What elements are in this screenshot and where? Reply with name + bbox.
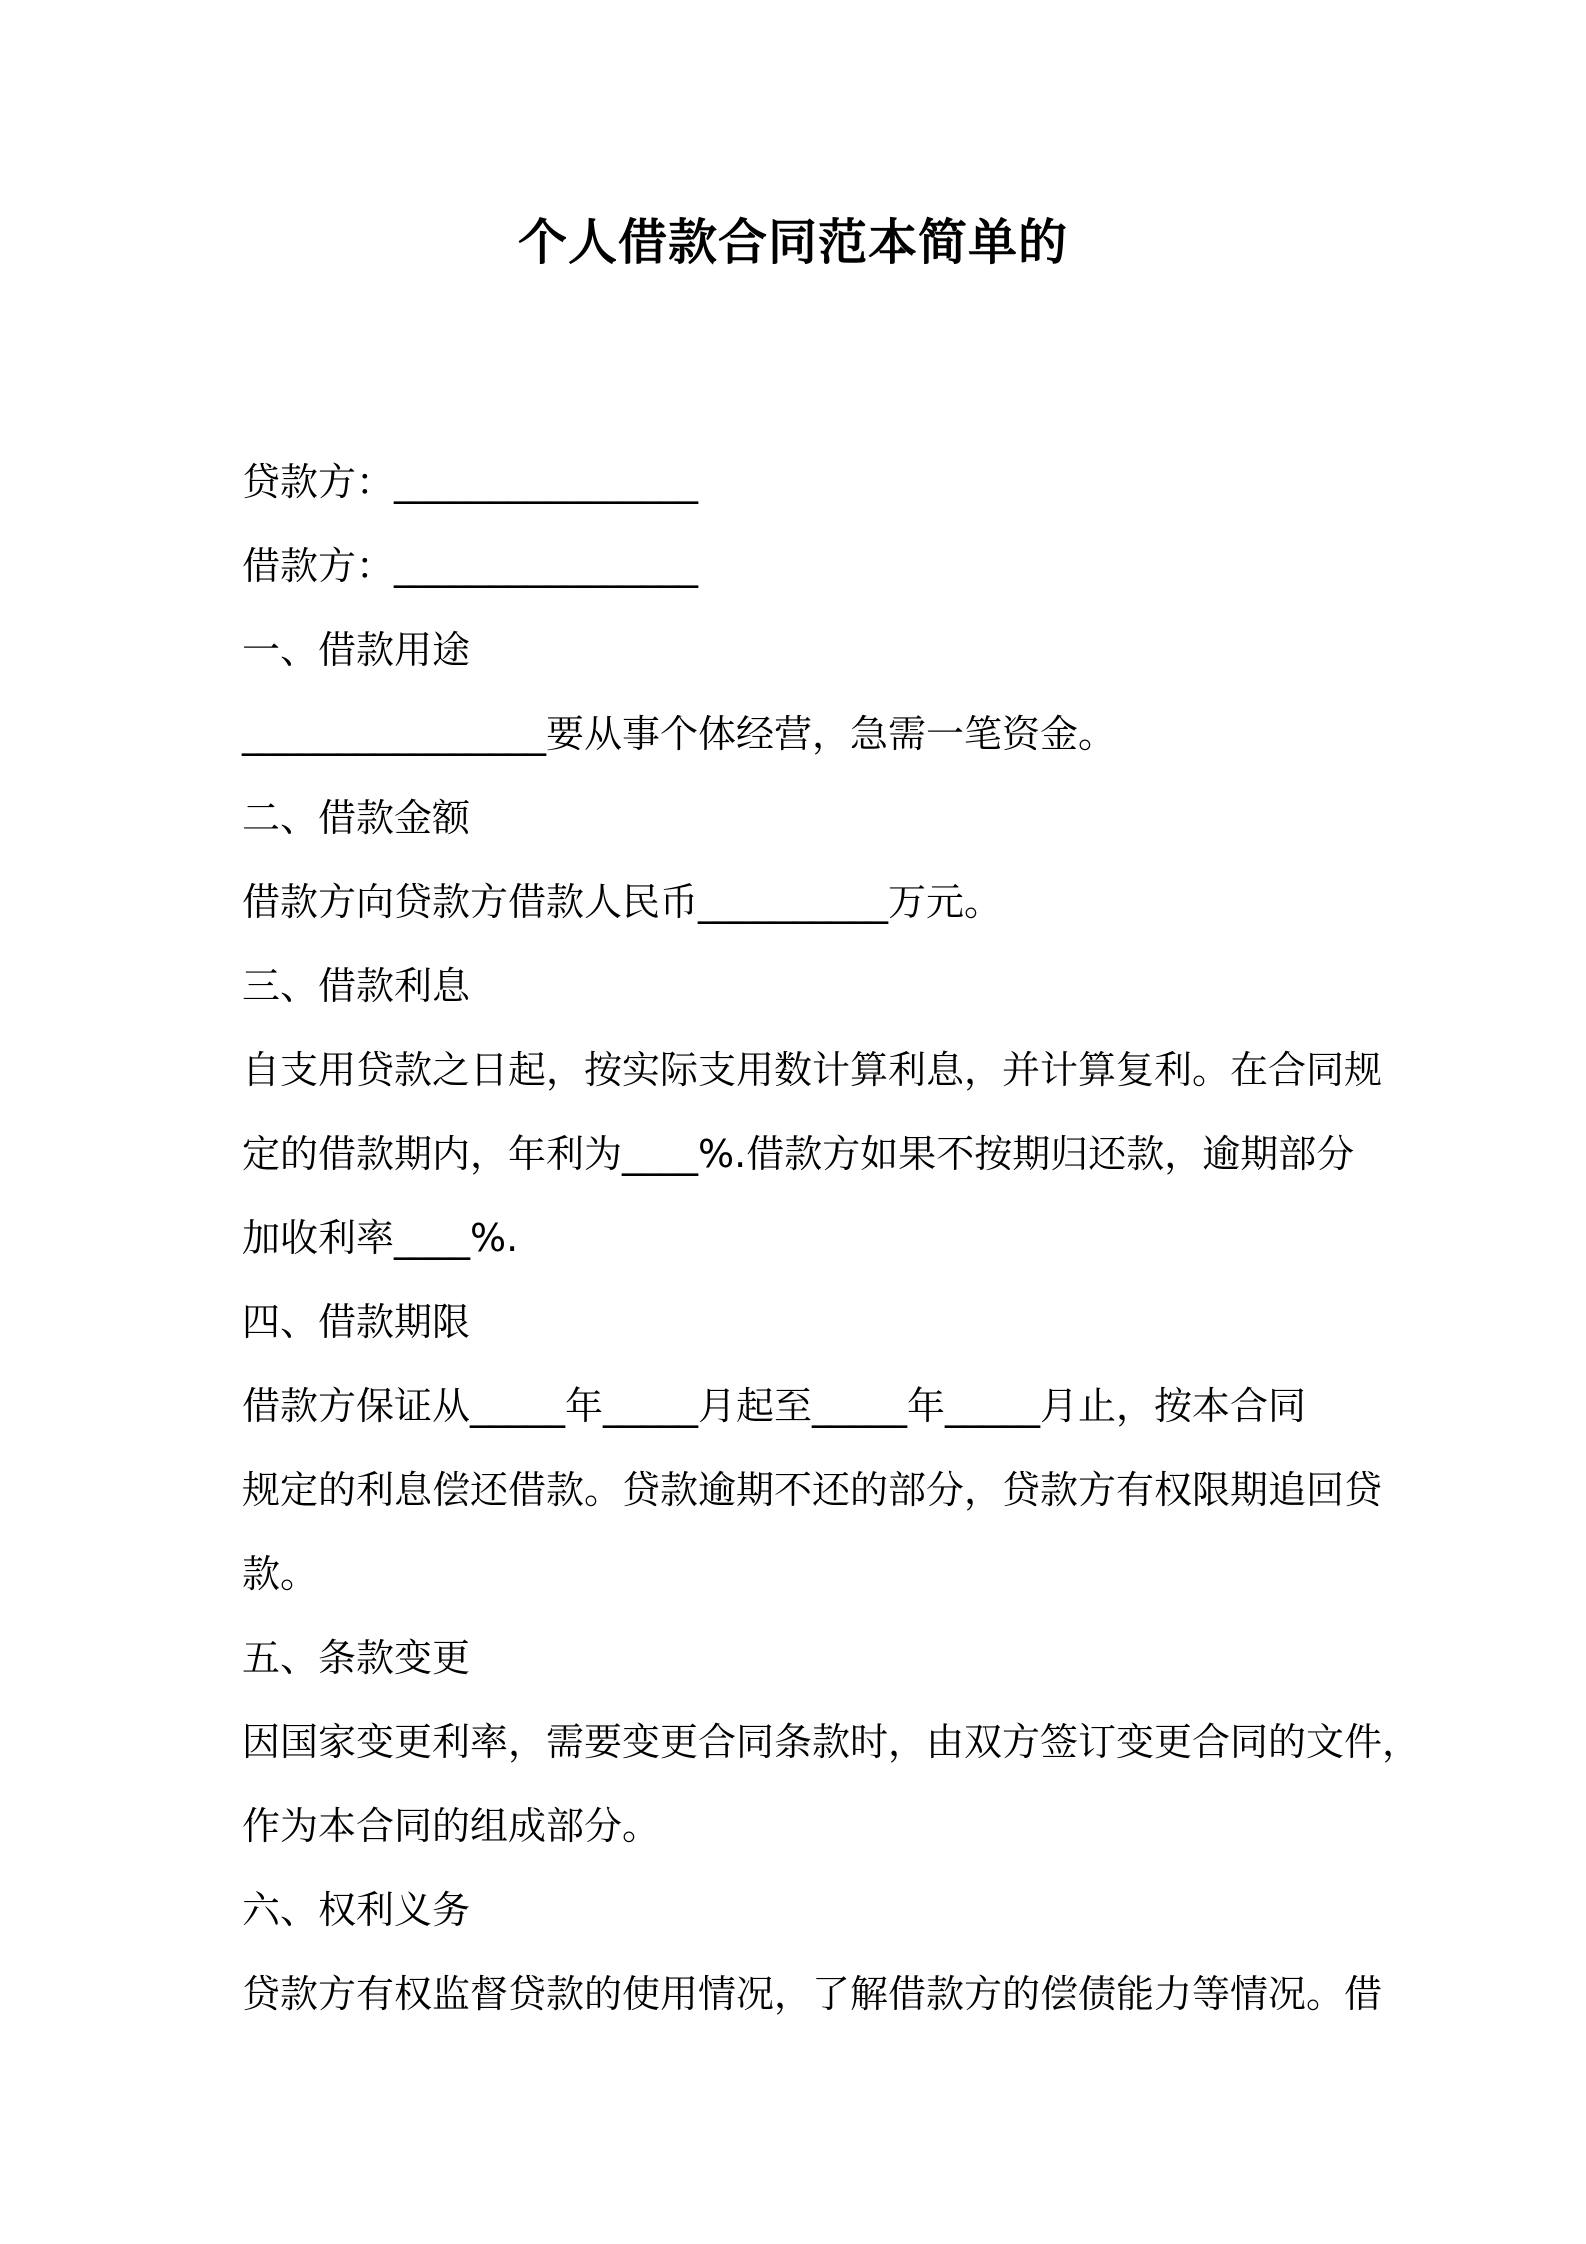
section-heading-interest: 三、借款利息 bbox=[242, 964, 471, 1008]
section-heading-changes: 五、条款变更 bbox=[242, 1636, 471, 1680]
document-body bbox=[242, 440, 1421, 2036]
section-heading-amount: 二、借款金额 bbox=[242, 796, 471, 840]
paragraph-line: 自支用贷款之日起，按实际支用数计算利息，并计算复利。在合同规 bbox=[242, 1048, 1383, 1092]
paragraph-line: ________________要从事个体经营，急需一笔资金。 bbox=[242, 712, 1117, 756]
paragraph-line: 规定的利息偿还借款。贷款逾期不还的部分，贷款方有权限期追回贷 bbox=[242, 1468, 1383, 1512]
paragraph-line: 贷款方有权监督贷款的使用情况，了解借款方的偿债能力等情况。借 bbox=[242, 1972, 1383, 2016]
paragraph-line: 借款方向贷款方借款人民币__________万元。 bbox=[242, 880, 1003, 924]
section-heading-rights: 六、权利义务 bbox=[242, 1888, 471, 1932]
paragraph-line: 加收利率____%. bbox=[242, 1216, 519, 1260]
paragraph-line: 因国家变更利率，需要变更合同条款时，由双方签订变更合同的文件， bbox=[242, 1720, 1421, 1764]
paragraph-line: 借款方保证从_____年_____月起至_____年_____月止，按本合同 bbox=[242, 1384, 1307, 1428]
section-heading-purpose: 一、借款用途 bbox=[242, 628, 471, 672]
borrower-line: 借款方：________________ bbox=[242, 544, 699, 588]
section-heading-term: 四、借款期限 bbox=[242, 1300, 471, 1344]
paragraph-line: 作为本合同的组成部分。 bbox=[242, 1804, 661, 1848]
paragraph-line: 款。 bbox=[242, 1552, 319, 1596]
lender-line: 贷款方：________________ bbox=[242, 460, 699, 504]
document-title: 个人借款合同范本简单的 bbox=[517, 214, 1068, 271]
paragraph-line: 定的借款期内，年利为____%.借款方如果不按期归还款，逾期部分 bbox=[242, 1132, 1355, 1176]
